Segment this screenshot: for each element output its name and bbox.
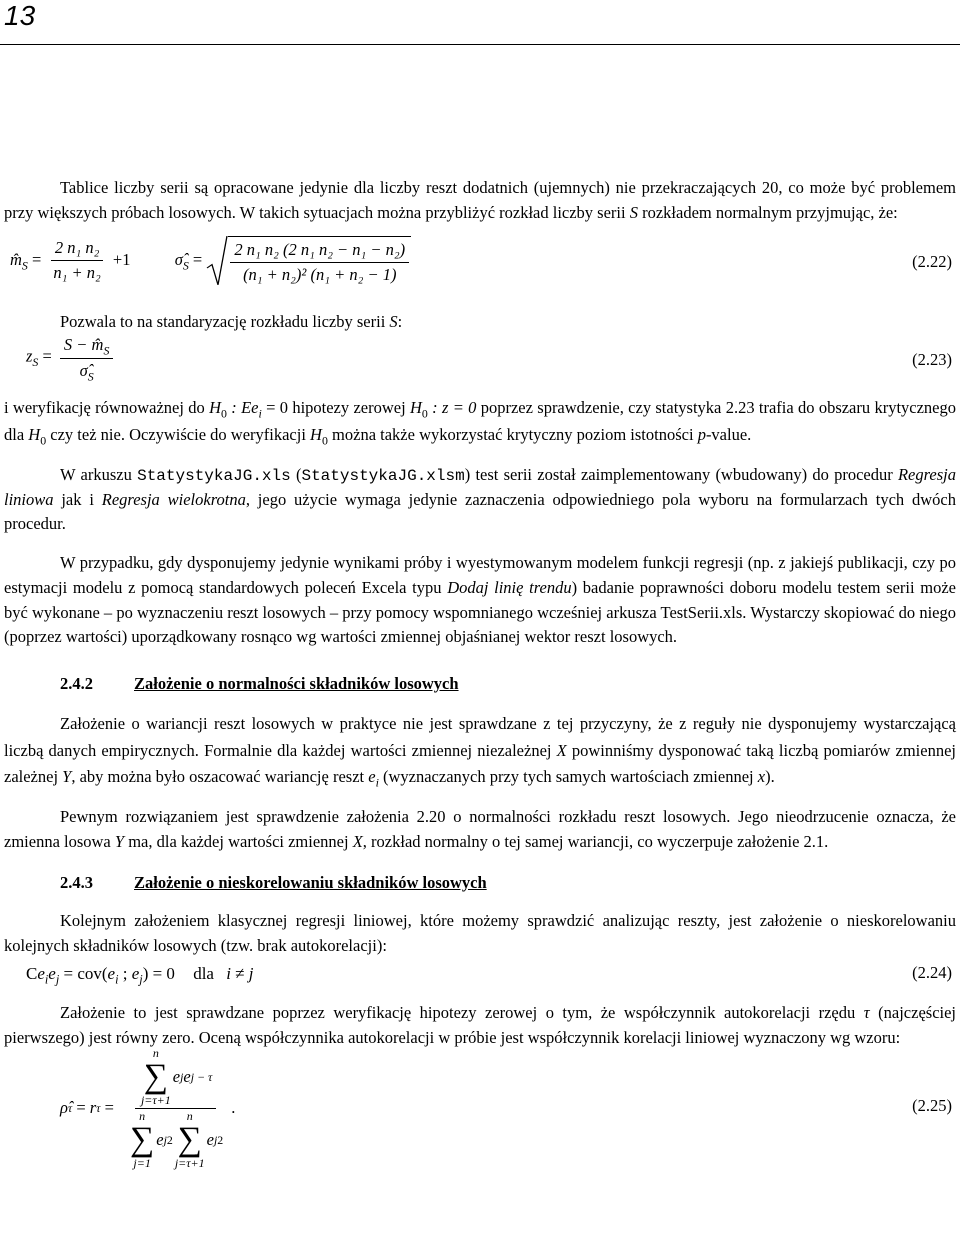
- header-rule: [0, 44, 960, 45]
- paragraph-sample-results: W przypadku, gdy dysponujemy jedynie wynikami próby i wyestymowanym modelem funkcji regresji (np. z jakiejś publikacji, czy po estymacji modelu z pomocą standardowych poleceń Excela typu Dodaj linię trendu) badanie poprawności doboru modelu testem serii może być wykonane – po wyznaczeniu reszt losowych – przy pomocy wspomnianego wcześniej arkusza TestSerii.xls. Wystarczy skopiować do niego (poprzez wartości) uporządkowany rosnąco wg wartości zmiennej objaśnianej wektor reszt losowych.: [4, 553, 957, 647]
- page-content: [4, 176, 957, 1170]
- paragraph-variance: Założenie o wariancji reszt losowych w praktyce nie jest sprawdzane z tej przyczyny, że z reguły nie dysponujemy wystarczającą liczbą danych empirycznych. Formalnie dla każdej wartości zmiennej niezależnej X powinniśmy dysponować taką liczbą pomiarów zmiennej zależnej Y, aby można było oszacować wariancję reszt $e_i$ (wyznaczanych przy tych samych wartościach zmiennej x).: [4, 713, 956, 790]
- paragraph-autocorrelation-test: Założenie to jest sprawdzane poprzez weryfikację hipotezy zerowej o tym, że współczynnik autokorelacji rzędu τ (najczęściej pierwszego) jest równy zero. Oceną współczynnika autokorelacji w próbie jest współczynnik korelacji liniowej wyznaczony wg wzoru:: [4, 1002, 957, 1047]
- section-heading-2-4-3: 2.4.3 Założenie o nieskorelowaniu składników losowych: [60, 872, 487, 892]
- equation-number: (2.23): [912, 350, 952, 370]
- section-heading-2-4-2: 2.4.2 Założenie o normalności składników losowych: [60, 674, 459, 694]
- paragraph-standardization: Pozwala to na standaryzację rozkładu liczby serii S:: [60, 311, 403, 331]
- equation-number: (2.24): [912, 962, 952, 982]
- page-number: 13: [4, 0, 36, 31]
- equation-number: (2.25): [912, 1096, 952, 1116]
- equation-2-25: ρ̂ τ = r τ = n ∑ j=τ+1 e j e j − τ n ∑ j=1 e j 2 n ∑ j=τ+1 e j 2 . (2.25): [60, 1045, 952, 1170]
- paragraph-normality: Pewnym rozwiązaniem jest sprawdzenie założenia 2.20 o normalności rozkładu reszt losowych. Jego nieodrzucenie oznacza, że zmienna losowa Y ma, dla każdej wartości zmiennej X, rozkład normalny o tej samej wariancji, co wyczerpuje założenie 2.1.: [4, 807, 956, 851]
- equation-2-24: $Ce_ie_j = cov(e_i$ ; $e_j) = 0$ dla i ≠ j (2.24): [26, 962, 952, 987]
- equation-2-22: $m̂_S$ = $\frac{\text{2 n₁ n₂}}{\text{n₁ + n₂}}$ +1 $\sigmâ_S$ = $\frac{\text{2 n₁ n₂ (2 n₁ n₂ − n₁ − n₂)}}{\text{(n₁ + n₂)² (n₁ + n₂ − 1)}}$ (2.22): [4, 230, 956, 308]
- paragraph-autocorrelation: Kolejnym założeniem klasycznej regresji liniowej, które możemy sprawdzić analizując reszty, jest założenie o nieskorelowaniu kolejnych składników losowych (tzw. brak autokorelacji):: [4, 911, 956, 956]
- equation-number: (2.22): [912, 251, 952, 271]
- paragraph-series-tables: Tablice liczby serii są opracowane jedynie dla liczby reszt dodatnich (ujemnych) nie przekraczających 20, co może być problemem przy większych próbach losowych. W takich sytuacjach można przybliżyć rozkład liczby serii S rozkładem normalnym przyjmując, że:: [4, 178, 956, 222]
- equation-2-23: $z_S$ = $\frac{S - m̂_S}{\sigmâ_S}$ (2.23): [26, 335, 952, 383]
- paragraph-worksheet: W arkuszu StatystykaJG.xls (StatystykaJG.xlsm) test serii został zaimplementowany (wbudowany) do procedur Regresja liniowa jak i Regresja wielokrotna, jego użycie wymaga jedynie zaznaczenia odpowiedniego pola wyboru na formularzach tych dwóch procedur.: [4, 464, 957, 534]
- paragraph-verification: i weryfikację równoważnej do $H_0$ : $Ee_i = 0$ hipotezy zerowej $H_0$ : z = 0 poprzez sprawdzenie, czy statystyka 2.23 trafia do obszaru krytycznego dla $H_0$ czy też nie. Oczywiście do weryfikacji $H_0$ można także wykorzystać krytyczny poziom istotności p-value.: [4, 398, 956, 448]
